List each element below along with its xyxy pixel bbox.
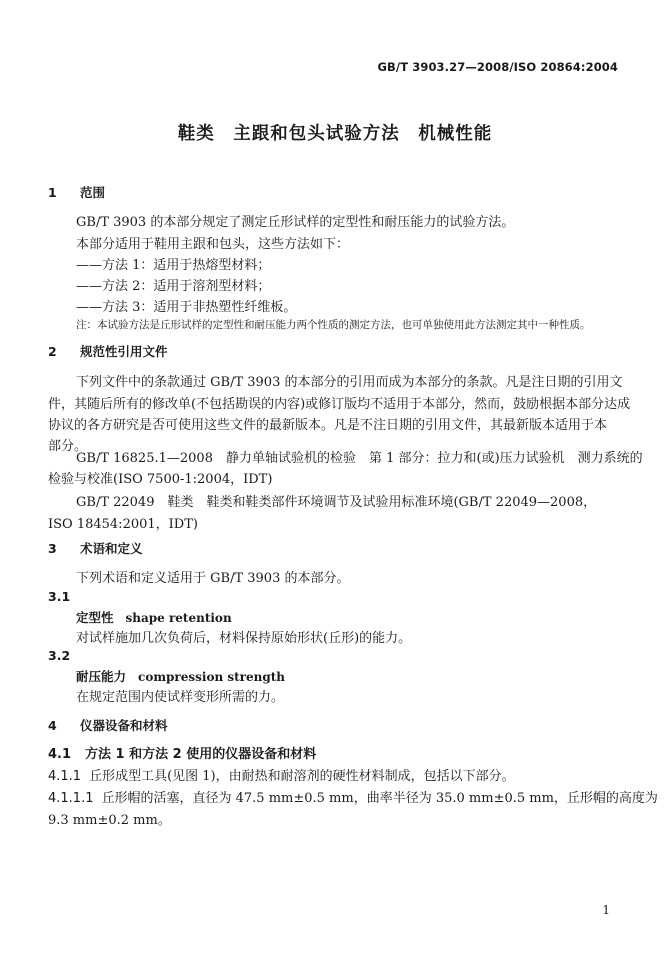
refs-intro-line-4: 部分。 — [48, 439, 88, 454]
term-3-2-heading — [76, 667, 285, 685]
term-3-1-heading — [76, 608, 232, 626]
scope-note: 注：本试验方法是丘形试样的定型性和耐压能力两个性质的测定方法，也可单独使用此方法测定其中一种性质。 — [76, 319, 591, 331]
reference-1-line-2: 检验与校准(ISO 7500-1:2004，IDT) — [48, 472, 273, 487]
clause-number: 4.1.1 — [48, 769, 82, 784]
term-chinese: 定型性 — [76, 610, 114, 625]
clause-text: 丘形成型工具(见图 1)，由耐热和耐溶剂的硬性材料制成，包括以下部分。 — [89, 769, 515, 784]
clause-4-1 — [48, 743, 316, 762]
term-english: compression strength — [138, 670, 285, 684]
reference-1-line-1: GB/T 16825.1—2008 静力单轴试验机的检验 第 1 部分：拉力和(或)压力试验机 测力系统的 — [76, 451, 643, 466]
section-number: 4 — [48, 718, 57, 733]
reference-2-line-2: ISO 18454:2001，IDT) — [48, 517, 198, 532]
scope-paragraph-1: GB/T 3903 的本部分规定了测定丘形试样的定型性和耐压能力的试验方法。 — [76, 215, 515, 230]
refs-intro-line-3: 协议的各方研究是否可使用这些文件的最新版本。凡是不注日期的引用文件，其最新版本适用于本 — [48, 418, 608, 433]
clause-number: 4.1 — [48, 747, 72, 762]
clause-number: 4.1.1.1 — [48, 791, 94, 806]
scope-paragraph-2: 本部分适用于鞋用主跟和包头，这些方法如下： — [76, 237, 350, 252]
clause-text: 丘形帽的活塞，直径为 47.5 mm±0.5 mm，曲率半径为 35.0 mm±0.5 mm，丘形帽的高度为 — [101, 791, 658, 806]
reference-2-line-1: GB/T 22049 鞋类 鞋类和鞋类部件环境调节及试验用标准环境(GB/T 22049—2008， — [76, 495, 597, 510]
section-title: 范围 — [80, 185, 106, 200]
section-3-heading — [48, 539, 143, 557]
section-number: 3 — [48, 541, 57, 556]
scope-method-1: ——方法 1：适用于热熔型材料； — [76, 258, 271, 273]
section-number: 2 — [48, 344, 57, 359]
term-3-2-definition: 在规定范围内使试样变形所需的力。 — [76, 690, 285, 705]
section-2-heading — [48, 342, 168, 360]
standard-code-header: GB/T 3903.27—2008/ISO 20864:2004 — [377, 60, 618, 74]
refs-intro-line-1: 下列文件中的条款通过 GB/T 3903 的本部分的引用而成为本部分的条款。凡是注日期的引用文 — [76, 375, 623, 390]
clause-4-1-1-1 — [48, 787, 658, 806]
term-chinese: 耐压能力 — [76, 669, 127, 684]
terms-intro: 下列术语和定义适用于 GB/T 3903 的本部分。 — [76, 571, 350, 586]
term-3-1-definition: 对试样施加几次负荷后，材料保持原始形状(丘形)的能力。 — [76, 631, 412, 646]
section-title: 规范性引用文件 — [80, 344, 168, 359]
section-title: 术语和定义 — [80, 541, 143, 556]
page-number: 1 — [602, 903, 610, 917]
clause-text: 方法 1 和方法 2 使用的仪器设备和材料 — [85, 747, 317, 762]
document-title: 鞋类 主跟和包头试验方法 机械性能 — [177, 124, 493, 144]
term-3-1-number: 3.1 — [48, 589, 71, 604]
section-title: 仪器设备和材料 — [80, 718, 168, 733]
clause-4-1-1-1-continuation: 9.3 mm±0.2 mm。 — [48, 813, 171, 828]
scope-method-3: ——方法 3：适用于非热塑性纤维板。 — [76, 300, 297, 315]
section-4-heading — [48, 716, 168, 734]
clause-4-1-1 — [48, 765, 515, 784]
term-english: shape retention — [125, 611, 232, 625]
term-3-2-number: 3.2 — [48, 648, 71, 663]
scope-method-2: ——方法 2：适用于溶剂型材料； — [76, 279, 271, 294]
section-1-heading — [48, 183, 105, 201]
refs-intro-line-2: 件，其随后所有的修改单(不包括勘误的内容)或修订版均不适用于本部分，然而，鼓励根据本部分达成 — [48, 397, 631, 412]
section-number: 1 — [48, 185, 57, 200]
